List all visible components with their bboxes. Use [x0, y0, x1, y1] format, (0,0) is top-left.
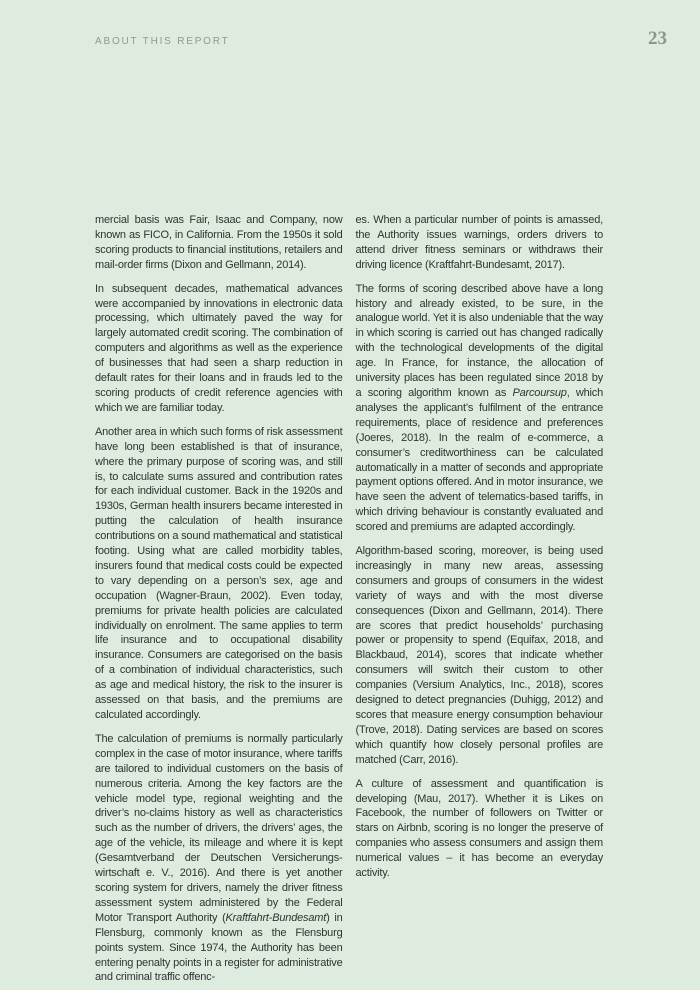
text-run: Algorithm-based scoring, moreover, is being used increasingly in many new areas, assessing consumers and groups of consumers in the widest variety of ways and with the most diverse consequences (Dixon and Gellmann, 2014). There are scores that predict households’ purchasing power or propensity to spend (Equifax, 2018, and Blackbaud, 2014), scores that indicate whether consumers will switch their custom to other companies (Versium Analytics, Inc., 2018), scores designed to detect pregnancies (Duhigg, 2012) and scores that measure energy consumption behaviour (Trove, 2018). Dating services are based on scores which quantify how closely personal profiles are matched (Carr, 2016). [355, 545, 603, 766]
page-header [95, 28, 667, 50]
text-run: The forms of scoring described above have a long history and already existed, to be sure, in the analogue world. Yet it is also undeniable that the way in which scoring is carried out has changed radically with the technological developments of the digital age. In France, for instance, the allocation of university places has been regulated since 2018 by a scoring algorithm known as [355, 282, 603, 399]
text-run: ) in Flensburg, commonly known as the Flensburg points system. Since 1974, the Authority has been entering penalty points in a register for administrative and criminal traffic offenc- [95, 911, 343, 984]
left-paragraph-1 [95, 213, 343, 273]
right-column [356, 213, 604, 985]
right-paragraph-1 [356, 213, 604, 273]
left-paragraph-4 [95, 732, 343, 985]
text-run: A culture of assessment and quantification is developing (Mau, 2017). Whether it is Likes on Facebook, the number of followers on Twitter or stars on Airbnb, scoring is no longer the preserve of companies who assess consumers and assign them numerical values – it has become an everyday activity. [355, 777, 603, 880]
left-paragraph-3 [95, 425, 343, 723]
text-run: mercial basis was Fair, Isaac and Company, now known as FICO, in California. From the 1950s it sold scoring products to financial institutions, retailers and mail-order firms (Dixon and Gellmann, 2014). [95, 214, 343, 271]
text-run: , which analyses the applicant’s fulfilment of the entrance requirements, place of residence and preferences (Joeres, 2018). In the realm of e-commerce, a consumer’s creditworthiness can be calculated automatically in a matter of seconds and appropriate payment options offered. And in motor insurance, we have seen the advent of telematics-based tariffs, in which driving behaviour is constantly evaluated and scored and premiums are adapted accordingly. [355, 386, 603, 534]
left-column [95, 213, 343, 985]
text-run: Another area in which such forms of risk assessment have long been established is that of insurance, where the primary purpose of scoring was, and still is, to calculate sums assured and contribution rates for each individual customer. Back in the 1920s and 1930s, German health insurers became interested in putting the calculation of health insurance contributions on a sound mathematical and statistical footing. Using what are called morbidity tables, insurers found that medical costs could be expected to vary depending on a person’s sex, age and occupation (Wagner-Braun, 2002). Even today, premiums for private health policies are calculated individually on enrolment. The same applies to term life insurance and to occupational disability insurance. Consumers are categorised on the basis of a combination of individual characteristics, such as age and medical history, the risk to the insurer is assessed on that basis, and the premiums are calculated accordingly. [95, 425, 343, 721]
text-run: The calculation of premiums is normally particularly complex in the case of motor insurance, where tariffs are tailored to individual customers on the basis of numerous criteria. Among the key factors are the vehicle model type, regional weighting and the driver’s no-claims history as well as characteristics such as the number of drivers, the drivers’ ages, the age of the vehicle, its mileage and where it is kept (Gesamtverband der Deutschen Versicherungs-wirtschaft e. V., 2016). And there is yet another scoring system for drivers, namely the driver fitness assessment system administered by the Federal Motor Transport Authority ( [95, 732, 343, 924]
italic-term: Parcoursup [512, 386, 567, 399]
text-run: In subsequent decades, mathematical advances were accompanied by innovations in electronic data processing, which ultimately paved the way for largely automated credit scoring. The combination of computers and algorithms as well as the experience of businesses that had seen a sharp reduction in default rates for their loans and in frauds led to the scoring products of credit reference agencies with which we are familiar today. [95, 282, 343, 414]
text-run: es. When a particular number of points is amassed, the Authority issues warnings, orders drivers to attend driver fitness seminars or withdraws their driving licence (Kraftfahrt-Bundesamt, 2017). [355, 214, 603, 271]
left-paragraph-2 [95, 282, 343, 416]
italic-term: Kraftfahrt-Bundesamt [225, 911, 327, 924]
right-paragraph-4 [356, 777, 604, 881]
page-number: 23 [648, 28, 667, 49]
right-paragraph-2 [356, 282, 604, 535]
two-column-layout [95, 213, 603, 985]
right-paragraph-3 [356, 544, 604, 768]
section-label: ABOUT THIS REPORT [95, 36, 230, 47]
